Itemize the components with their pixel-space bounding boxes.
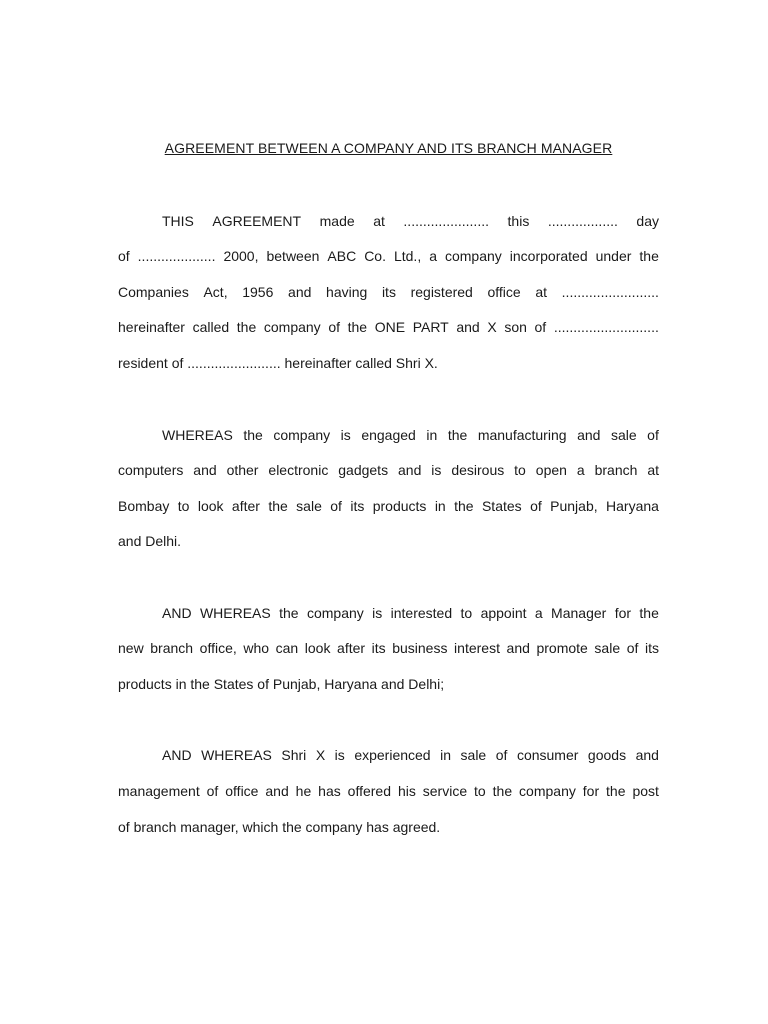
word: the bbox=[279, 605, 299, 621]
p4-line-2 bbox=[118, 782, 659, 800]
word: the bbox=[243, 427, 263, 443]
word: sale bbox=[610, 427, 637, 443]
word: is bbox=[340, 427, 351, 443]
word: Act, bbox=[203, 284, 228, 300]
p1-line-5: resident of ........................ hereinafter called Shri X. bbox=[118, 355, 438, 371]
word: at bbox=[535, 284, 548, 300]
word: THIS bbox=[162, 213, 194, 229]
word: appoint bbox=[480, 605, 527, 621]
word: Manager bbox=[551, 605, 607, 621]
word: goods bbox=[587, 747, 627, 763]
p1-line-1 bbox=[162, 212, 659, 230]
word: and bbox=[265, 783, 289, 799]
word: Bombay bbox=[118, 498, 170, 514]
word: Punjab, bbox=[550, 498, 598, 514]
word: after bbox=[231, 498, 260, 514]
word: to bbox=[514, 462, 526, 478]
p2-line-1 bbox=[162, 426, 659, 444]
word: the bbox=[447, 427, 468, 443]
word: and bbox=[506, 640, 530, 656]
word: service bbox=[422, 783, 468, 799]
word: AGREEMENT bbox=[212, 213, 302, 229]
word: of bbox=[330, 498, 342, 514]
word: ONE bbox=[374, 319, 406, 335]
word: WHEREAS bbox=[199, 605, 271, 621]
word: Co. bbox=[364, 248, 386, 264]
word: and bbox=[456, 319, 480, 335]
word: its bbox=[350, 498, 365, 514]
word: day bbox=[636, 213, 659, 229]
p2-line-4: and Delhi. bbox=[118, 533, 182, 549]
word: post bbox=[632, 783, 659, 799]
p2-line-3 bbox=[118, 497, 659, 515]
word: in bbox=[426, 427, 438, 443]
p4-line-3: of branch manager, which the company has agreed. bbox=[118, 819, 441, 835]
word: desirous bbox=[451, 462, 505, 478]
word: of bbox=[328, 319, 340, 335]
word: WHEREAS bbox=[162, 427, 233, 443]
word: to bbox=[460, 605, 473, 621]
word: of bbox=[626, 640, 639, 656]
word: experienced bbox=[354, 747, 431, 763]
word: after bbox=[337, 640, 366, 656]
word: branch bbox=[150, 640, 194, 656]
word: the bbox=[347, 319, 368, 335]
word: AND bbox=[162, 605, 192, 621]
word: .................. bbox=[547, 213, 618, 229]
word: new bbox=[118, 640, 144, 656]
word: company bbox=[263, 319, 321, 335]
word: for bbox=[614, 605, 632, 621]
word: called bbox=[192, 319, 230, 335]
word: of bbox=[118, 248, 130, 264]
word: the bbox=[606, 783, 626, 799]
word: business bbox=[392, 640, 448, 656]
word: the bbox=[454, 498, 474, 514]
p3-line-3: products in the States of Punjab, Haryana and Delhi; bbox=[118, 676, 445, 692]
word: hereinafter bbox=[118, 319, 185, 335]
word: at bbox=[647, 462, 659, 478]
word: having bbox=[326, 284, 368, 300]
word: its bbox=[381, 284, 396, 300]
word: States bbox=[481, 498, 522, 514]
word: a bbox=[429, 248, 437, 264]
word: in bbox=[434, 498, 446, 514]
word: who bbox=[243, 640, 270, 656]
word: a bbox=[534, 605, 543, 621]
word: ........................... bbox=[553, 319, 659, 335]
word: and bbox=[635, 747, 659, 763]
word: .................... bbox=[137, 248, 216, 264]
word: between bbox=[266, 248, 320, 264]
word: can bbox=[275, 640, 299, 656]
p1-line-4 bbox=[118, 318, 659, 336]
word: for bbox=[582, 783, 600, 799]
word: of bbox=[534, 319, 547, 335]
word: made bbox=[319, 213, 355, 229]
word: of bbox=[495, 747, 508, 763]
word: registered bbox=[410, 284, 473, 300]
word: open bbox=[535, 462, 567, 478]
word: and bbox=[398, 462, 422, 478]
word: ......................... bbox=[561, 284, 659, 300]
word: son bbox=[504, 319, 527, 335]
word: of bbox=[206, 783, 219, 799]
word: its bbox=[644, 640, 659, 656]
word: gadgets bbox=[338, 462, 389, 478]
word: is bbox=[334, 747, 345, 763]
word: branch bbox=[594, 462, 638, 478]
word: company bbox=[519, 783, 576, 799]
word: the bbox=[639, 605, 659, 621]
p1-line-3 bbox=[118, 283, 659, 301]
word: interest bbox=[454, 640, 500, 656]
word: and bbox=[193, 462, 217, 478]
word: to bbox=[177, 498, 190, 514]
word: X bbox=[487, 319, 497, 335]
word: its bbox=[371, 640, 386, 656]
word: company bbox=[273, 427, 331, 443]
word: computers bbox=[118, 462, 184, 478]
word: Companies bbox=[118, 284, 189, 300]
word: AND bbox=[162, 747, 192, 763]
word: the bbox=[236, 319, 257, 335]
word: the bbox=[639, 248, 659, 264]
word: and bbox=[288, 284, 312, 300]
word: this bbox=[507, 213, 530, 229]
p1-line-2 bbox=[118, 247, 659, 265]
word: WHEREAS bbox=[201, 747, 272, 763]
word: sale bbox=[296, 498, 322, 514]
word: Haryana bbox=[606, 498, 659, 514]
word: is bbox=[372, 605, 383, 621]
word: at bbox=[373, 213, 385, 229]
word: office bbox=[225, 783, 259, 799]
word: consumer bbox=[516, 747, 579, 763]
word: Shri bbox=[281, 747, 307, 763]
word: under bbox=[595, 248, 632, 264]
word: ...................... bbox=[403, 213, 489, 229]
word: look bbox=[304, 640, 331, 656]
word: his bbox=[397, 783, 416, 799]
p3-line-1 bbox=[162, 604, 659, 622]
document-title: AGREEMENT BETWEEN A COMPANY AND ITS BRANCH MANAGER bbox=[164, 140, 613, 156]
word: look bbox=[197, 498, 224, 514]
word: company bbox=[306, 605, 364, 621]
word: sale bbox=[460, 747, 487, 763]
word: and bbox=[577, 427, 601, 443]
word: of bbox=[647, 427, 659, 443]
word: to bbox=[474, 783, 486, 799]
word: the bbox=[492, 783, 513, 799]
word: of bbox=[530, 498, 542, 514]
word: company bbox=[444, 248, 502, 264]
word: office bbox=[487, 284, 521, 300]
word: the bbox=[268, 498, 288, 514]
word: offered bbox=[347, 783, 392, 799]
word: ABC bbox=[327, 248, 357, 264]
word: sale bbox=[594, 640, 621, 656]
p3-line-2 bbox=[118, 639, 659, 657]
word: incorporated bbox=[509, 248, 588, 264]
word: PART bbox=[412, 319, 449, 335]
word: office, bbox=[199, 640, 237, 656]
word: 2000, bbox=[223, 248, 259, 264]
p4-line-1 bbox=[162, 746, 659, 764]
word: management bbox=[118, 783, 200, 799]
word: is bbox=[431, 462, 442, 478]
word: 1956 bbox=[242, 284, 274, 300]
word: a bbox=[576, 462, 585, 478]
word: promote bbox=[536, 640, 588, 656]
word: manufacturing bbox=[477, 427, 567, 443]
word: other bbox=[226, 462, 259, 478]
word: in bbox=[440, 747, 452, 763]
word: products bbox=[372, 498, 427, 514]
word: X bbox=[315, 747, 326, 763]
word: interested bbox=[390, 605, 453, 621]
word: has bbox=[318, 783, 341, 799]
word: Ltd., bbox=[393, 248, 422, 264]
word: electronic bbox=[268, 462, 329, 478]
p2-line-2 bbox=[118, 461, 659, 479]
word: engaged bbox=[361, 427, 416, 443]
word: he bbox=[295, 783, 312, 799]
